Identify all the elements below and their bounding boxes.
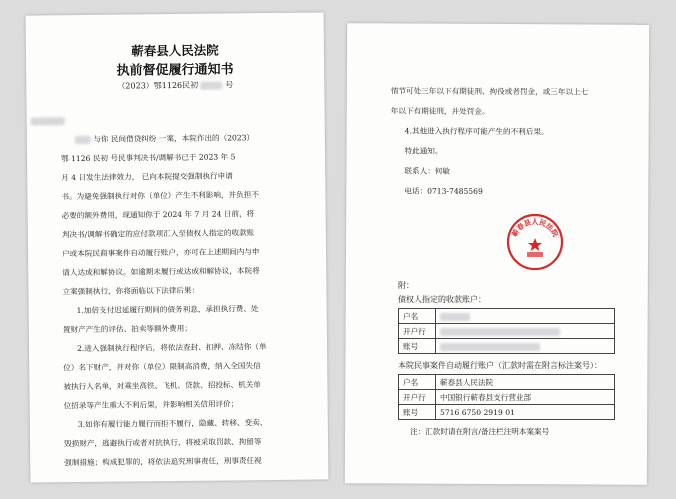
contact-person: 联系人：何敏 — [404, 166, 451, 176]
body-line: 3.如你有履行能力履行而拒不履行，隐藏、转移、变卖、 — [77, 418, 268, 430]
table-value — [436, 339, 615, 354]
body-line: 年以下有期徒刑，并处罚金。 — [390, 106, 490, 116]
body-line: 判决书/调解书确定的应付款项汇入至债权人指定的收款账 — [61, 228, 255, 240]
court-seal — [505, 212, 565, 272]
body-line: 位招录等产生重大不利后果，并影响相关信用评价； — [63, 399, 239, 411]
table-key: 账号 — [399, 405, 436, 420]
case-number: （2023）鄂1126民初 号 — [117, 80, 234, 91]
body-line: 特此通知。 — [404, 146, 443, 156]
body-line: 位）名下财产，并对你（单位）限制高消费，纳入全国失信 — [63, 361, 261, 373]
court-account-table — [398, 374, 615, 420]
body-line: 毁损财产，逃避执行或者对抗执行，将被采取罚款、拘留等 — [64, 437, 262, 449]
table-key: 开户行 — [399, 390, 436, 405]
table-value — [436, 309, 615, 324]
notice-page-1 — [26, 12, 329, 482]
table-row — [399, 375, 615, 390]
body-line: 1.加倍支付迟延履行期间的债务利息，承担执行费、处 — [76, 304, 259, 316]
redacted-block — [201, 82, 223, 90]
body-line: 置财产产生的评估、拍卖等额外费用； — [62, 323, 192, 335]
body-line: 月 4 日发生法律效力， 已向本院提交强制执行申请 — [61, 171, 233, 183]
table-row — [399, 405, 615, 420]
table-value: 蕲春县人民法院 — [436, 375, 615, 390]
notice-body — [61, 109, 313, 473]
attachment-label: 附： — [398, 281, 414, 290]
remittance-note: 注：汇款时请在附言/备注栏注明本案案号 — [410, 427, 550, 436]
court-title: 蕲春县人民法院 — [131, 42, 219, 59]
seal-lettering: 蕲春县人民法院 — [510, 218, 560, 239]
body-line: 户或本院民商事案件自动履行账户，亦可在上述期间内与申 — [62, 247, 260, 259]
body-line: 强制措施；构成犯罪的，将依法追究刑事责任，刑事责任视 — [64, 456, 262, 468]
redacted-block — [75, 136, 91, 144]
body-line: 请人达成和解协议。如逾期未履行或达成和解协议，本院将 — [62, 266, 260, 278]
seal-star — [528, 238, 542, 251]
notice-body-continued — [390, 81, 627, 202]
table-value: 中国银行蕲春县支行营业部 — [436, 390, 615, 405]
court-account-title: 本院民事案件自动履行账户（汇款时需在附言标注案号）： — [398, 361, 602, 370]
body-line: 2.进入强制执行程序后，将依法查封、扣押、冻结你（单 — [77, 342, 267, 354]
body-line: 立案强制执行，你将面临以下法律后果： — [62, 285, 200, 297]
creditor-account-table — [398, 308, 615, 354]
table-key: 户名 — [399, 309, 436, 324]
redacted-block — [440, 328, 560, 336]
table-key: 账号 — [399, 339, 436, 354]
table-row — [399, 309, 615, 324]
table-value: 5716 6750 2919 01 — [436, 405, 615, 420]
seal-emblem-base — [527, 252, 543, 257]
contact-phone: 电话：0713-7485569 — [404, 186, 483, 196]
creditor-account-title: 债权人指定的收款账户： — [398, 295, 486, 304]
body-line: 鄂 1126 民初 号民事判决书/调解书已于 2023 年 5 — [61, 152, 236, 164]
body-line: 必要的额外费用，现通知你于 2024 年 7 月 24 日前，将 — [61, 209, 255, 221]
body-line: 书。为避免强制执行对你（单位）产生不利影响，并负担不 — [61, 190, 259, 202]
body-line: 与你 民间借贷纠纷 一案，本院作出的（2023） — [61, 128, 309, 150]
table-key: 户名 — [399, 375, 436, 390]
body-line: 4.其他进入执行程序可能产生的不利后果。 — [404, 126, 549, 137]
table-row — [399, 339, 615, 354]
table-row — [399, 390, 615, 405]
redacted-addressee — [31, 117, 65, 125]
table-value — [436, 324, 615, 339]
redacted-block — [440, 313, 470, 321]
body-line: 被执行人名单，对乘坐高铁、飞机、贷款、招投标、机关单 — [63, 380, 261, 392]
table-key: 开户行 — [399, 324, 436, 339]
notice-title: 执前督促履行通知书 — [116, 62, 234, 79]
redacted-block — [440, 343, 540, 351]
table-row — [399, 324, 615, 339]
body-line: 情节可处三年以下有期徒刑、拘役或者罚金，或三年以上七 — [390, 86, 589, 97]
